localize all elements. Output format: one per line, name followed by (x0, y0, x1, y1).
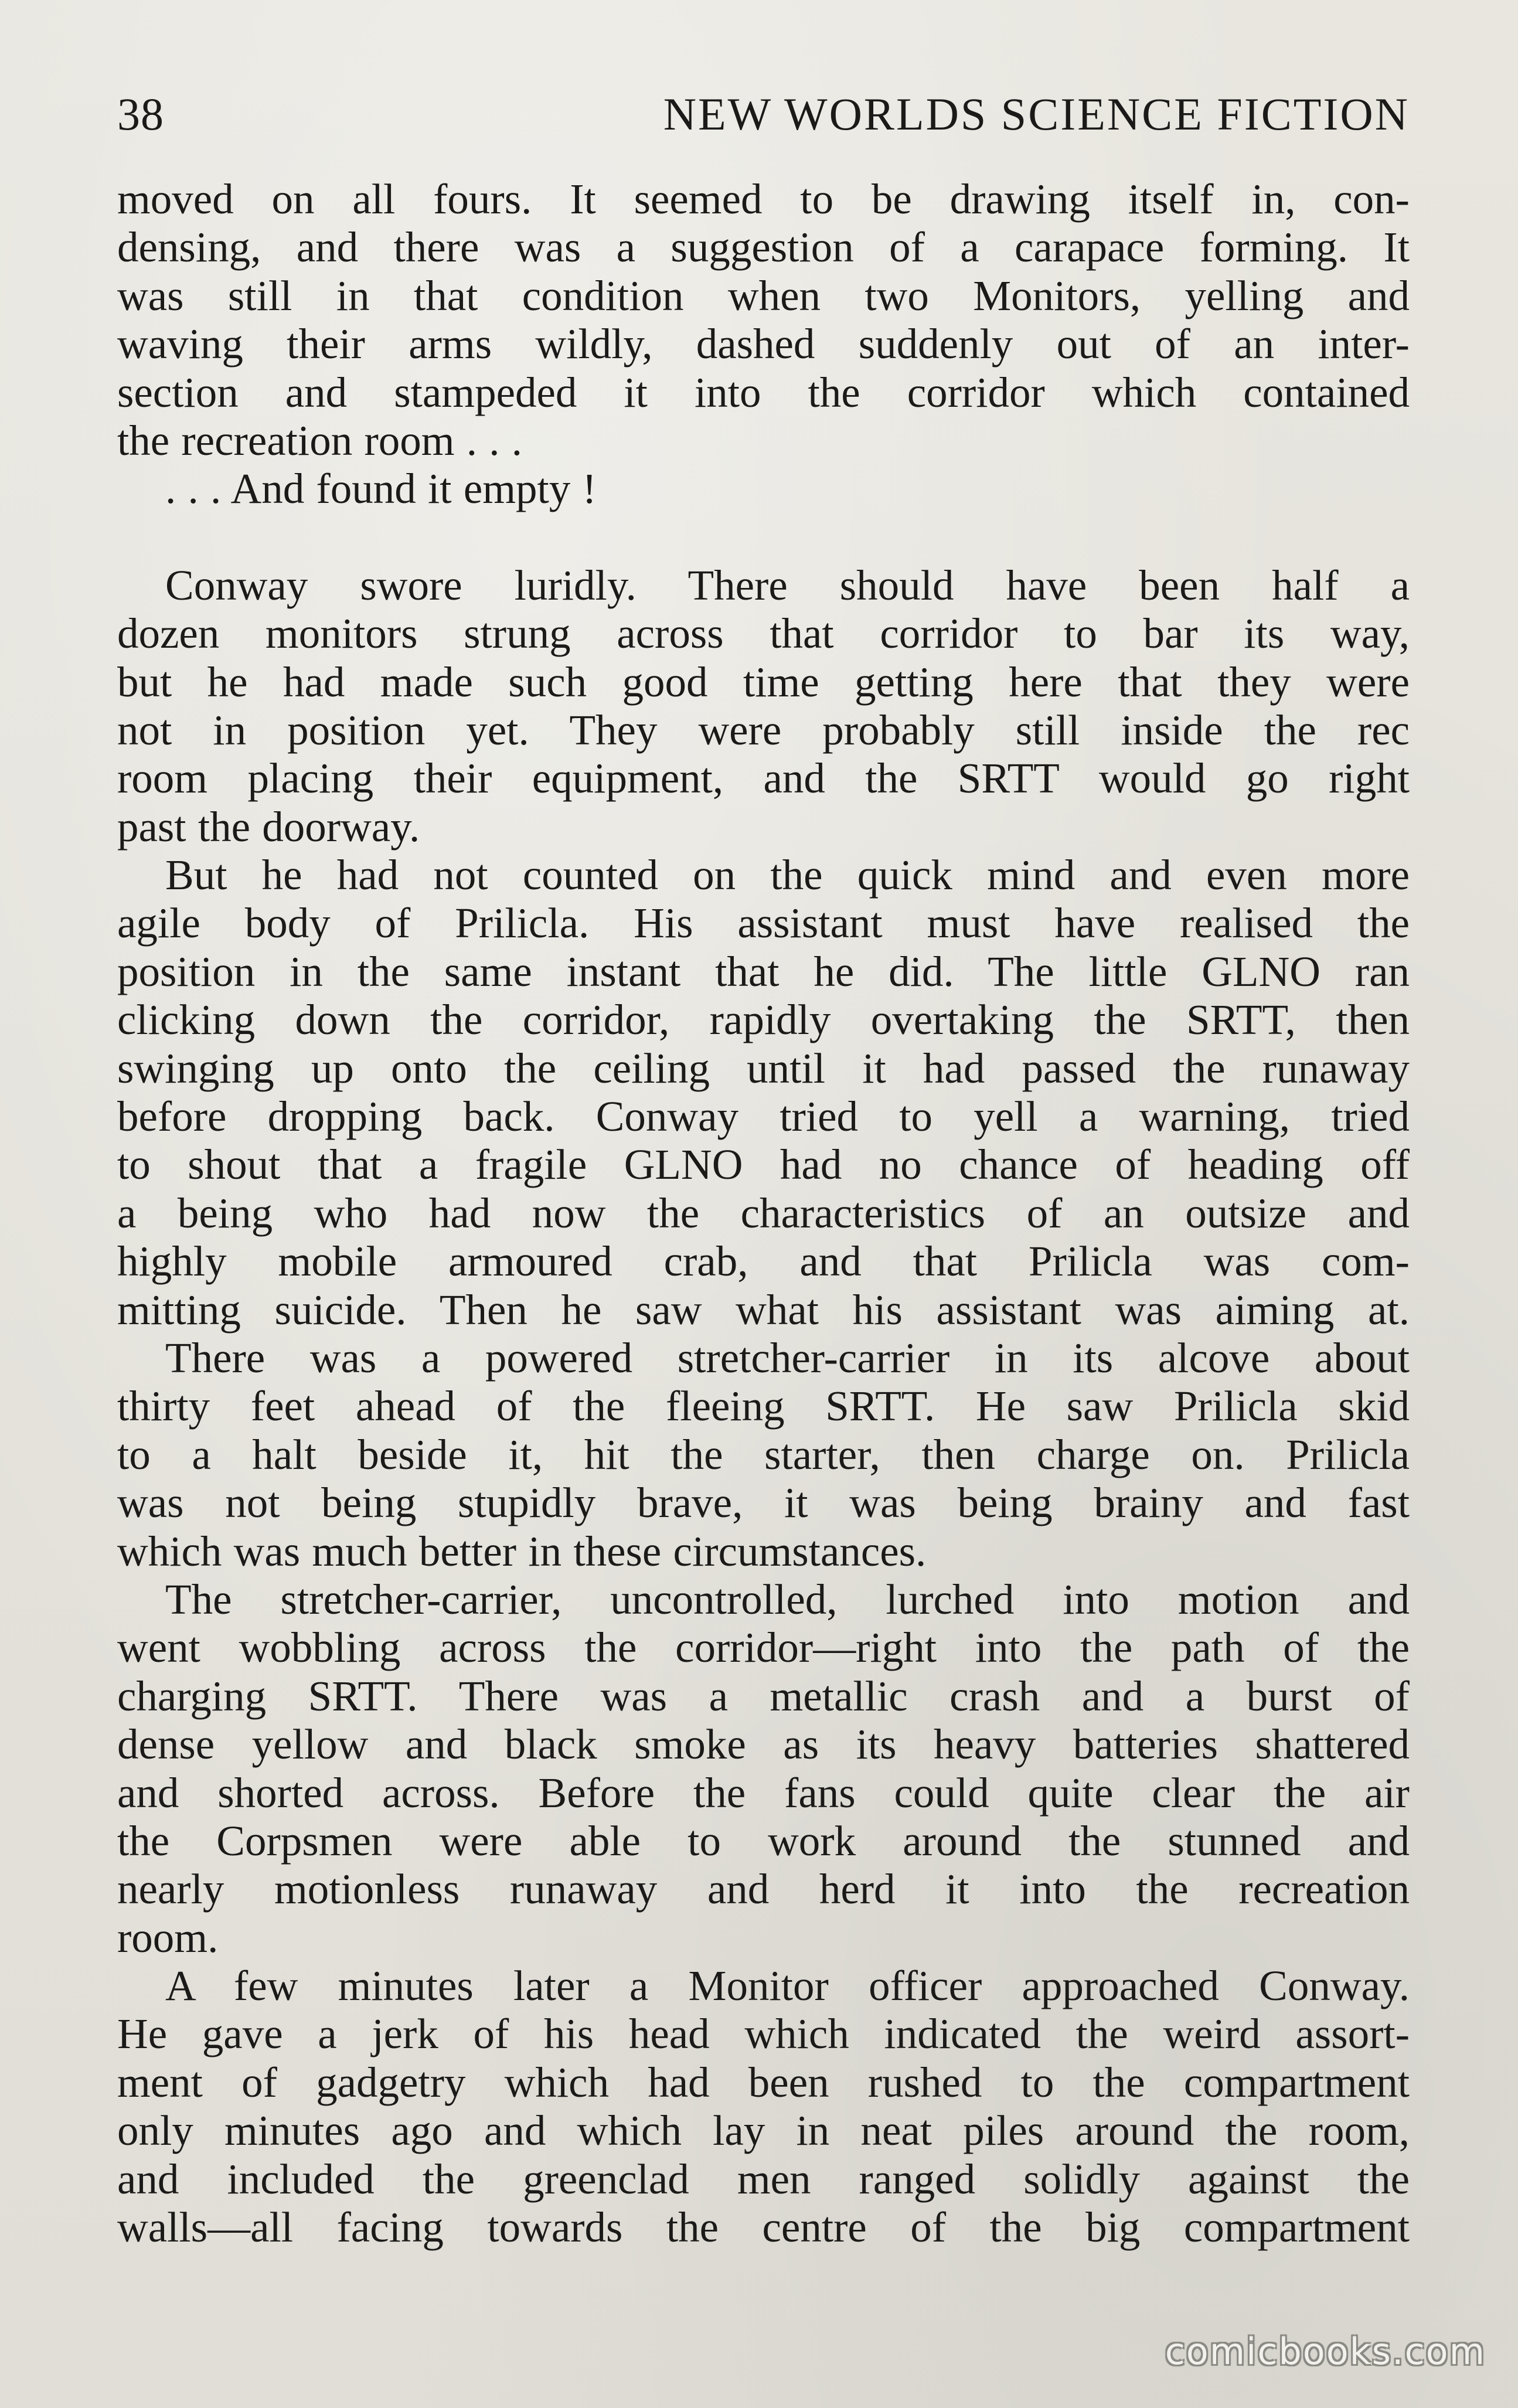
text-line: was not being stupidly brave, it was being brainy and fast (117, 1479, 1410, 1527)
text-line: and shorted across. Before the fans could quite clear the air (117, 1768, 1410, 1817)
text-line: room placing their equipment, and the SRTT would go right (117, 754, 1410, 802)
text-line: a being who had now the characteristics of an outsize and (117, 1189, 1410, 1237)
section-break (117, 513, 1410, 562)
text-line: past the doorway. (117, 802, 420, 851)
text-line: walls—all facing towards the centre of the big compartment (117, 2203, 1410, 2251)
page-header (117, 82, 1410, 147)
text-line: charging SRTT. There was a metallic crash and a burst of (117, 1672, 1410, 1720)
text-line: . . . And found it empty ! (165, 465, 597, 513)
text-line: the recreation room . . . (117, 416, 523, 464)
text-line: was still in that condition when two Monitors, yelling and (117, 271, 1410, 319)
text-line: He gave a jerk of his head which indicated the weird assort- (117, 2010, 1410, 2058)
text-line: to shout that a fragile GLNO had no chance of heading off (117, 1141, 1410, 1189)
text-line: nearly motionless runaway and herd it into the recreation (117, 1865, 1410, 1913)
text-line: and included the greenclad men ranged solidly against the (117, 2155, 1410, 2203)
text-line: The stretcher-carrier, uncontrolled, lurched into motion and (165, 1575, 1410, 1623)
text-line: only minutes ago and which lay in neat piles around the room, (117, 2107, 1410, 2155)
text-line: ment of gadgetry which had been rushed to the compartment (117, 2058, 1410, 2106)
text-line: room. (117, 1913, 219, 1961)
text-line: which was much better in these circumstances. (117, 1527, 927, 1575)
text-line: but he had made such good time getting here that they were (117, 658, 1410, 706)
text-line: densing, and there was a suggestion of a carapace forming. It (117, 223, 1410, 271)
text-line: dense yellow and black smoke as its heavy batteries shattered (117, 1720, 1410, 1768)
text-line: position in the same instant that he did. The little GLNO ran (117, 947, 1410, 995)
text-line: moved on all fours. It seemed to be drawing itself in, con- (117, 175, 1410, 223)
text-line: went wobbling across the corridor—right into the path of the (117, 1624, 1410, 1672)
text-line: dozen monitors strung across that corridor to bar its way, (117, 610, 1410, 658)
text-line: section and stampeded it into the corridor which contained (117, 368, 1410, 416)
page-number: 38 (117, 89, 164, 140)
text-line: to a halt beside it, hit the starter, then charge on. Prilicla (117, 1430, 1410, 1478)
text-line: agile body of Prilicla. His assistant must have realised the (117, 899, 1410, 947)
text-line: highly mobile armoured crab, and that Prilicla was com- (117, 1237, 1410, 1285)
body-text (117, 175, 1410, 2251)
running-title: NEW WORLDS SCIENCE FICTION (663, 89, 1410, 140)
watermark: comicbooks.com (1165, 2330, 1486, 2373)
text-line: But he had not counted on the quick mind and even more (165, 851, 1410, 899)
text-line: swinging up onto the ceiling until it had passed the runaway (117, 1044, 1410, 1092)
text-line: A few minutes later a Monitor officer approached Conway. (165, 1962, 1410, 2010)
text-line: thirty feet ahead of the fleeing SRTT. He saw Prilicla skid (117, 1382, 1410, 1430)
text-line: mitting suicide. Then he saw what his assistant was aiming at. (117, 1285, 1410, 1334)
text-line: before dropping back. Conway tried to yell a warning, tried (117, 1093, 1410, 1141)
text-line: clicking down the corridor, rapidly overtaking the SRTT, then (117, 996, 1410, 1044)
text-line: the Corpsmen were able to work around the stunned and (117, 1817, 1410, 1865)
text-line: not in position yet. They were probably still inside the rec (117, 706, 1410, 754)
text-line: There was a powered stretcher-carrier in its alcove about (165, 1334, 1410, 1382)
text-line: waving their arms wildly, dashed suddenly out of an inter- (117, 320, 1410, 368)
text-line: Conway swore luridly. There should have been half a (165, 561, 1410, 609)
